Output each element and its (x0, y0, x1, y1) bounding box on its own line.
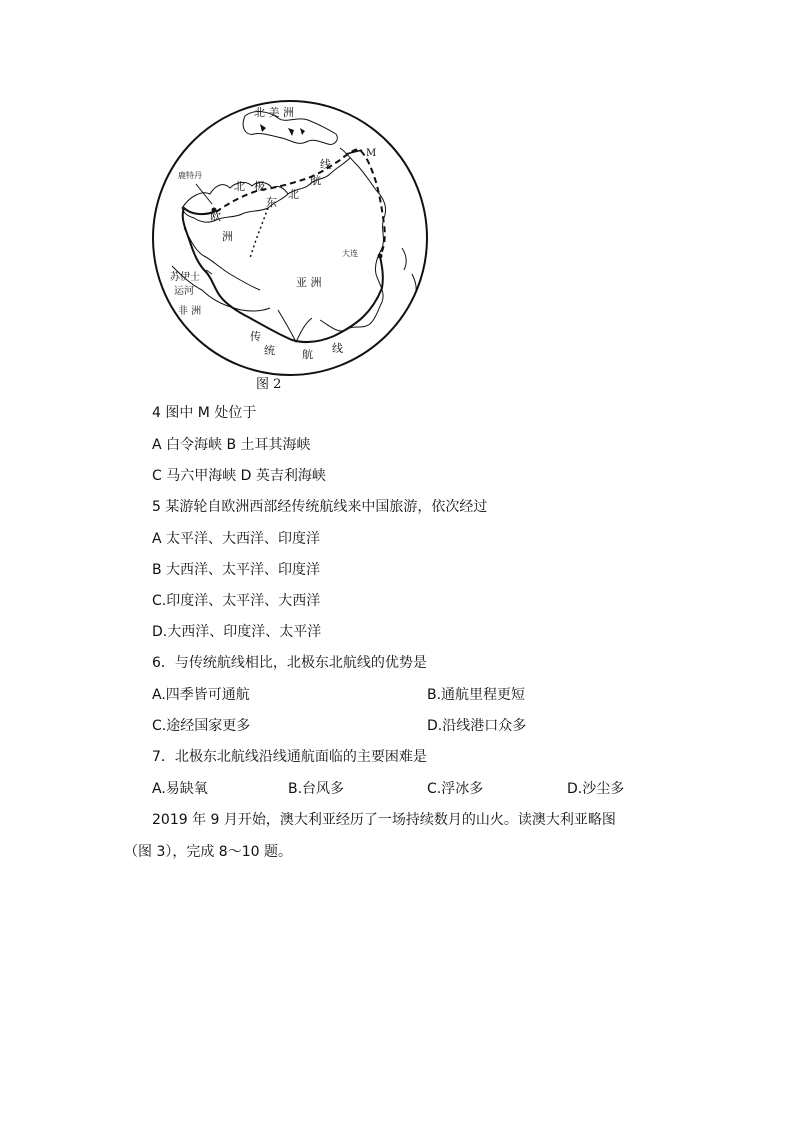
question-5-option-c: C.印度洋、太平洋、大西洋 (152, 593, 321, 609)
question-5-option-b: B 大西洋、太平洋、印度洋 (152, 562, 321, 578)
label-asia: 亚 洲 (296, 276, 322, 289)
question-7-option-d: D.沙尘多 (567, 781, 625, 797)
globe-outline (153, 101, 427, 375)
label-traditional-chuan: 传 (250, 330, 261, 343)
figure-2-arctic-map (150, 98, 430, 398)
label-route-xian: 线 (320, 158, 331, 171)
paragraph-line-1: 2019 年 9 月开始，澳大利亚经历了一场持续数月的山火。读澳大利亚略图 (152, 812, 616, 828)
question-5-option-a: A 太平洋、大西洋、印度洋 (152, 531, 321, 547)
label-route-ji: 极 (254, 180, 265, 193)
question-7-stem: 7．北极东北航线沿线通航面临的主要困难是 (152, 749, 427, 765)
question-6-option-b: B.通航里程更短 (427, 687, 526, 703)
arctic-route-map (150, 98, 430, 378)
label-route-dong: 东 (266, 196, 277, 209)
label-traditional-hang: 航 (302, 348, 313, 361)
label-suez-2: 运河 (174, 286, 194, 297)
label-route-hang: 航 (310, 174, 321, 187)
label-europe-ou: 欧 (210, 210, 221, 223)
label-north-america: 北 美 洲 (254, 106, 294, 119)
question-6-option-d: D.沿线港口众多 (427, 718, 527, 734)
question-4-stem: 4 图中 M 处位于 (152, 405, 257, 421)
question-5-stem: 5 某游轮自欧洲西部经传统航线来中国旅游，依次经过 (152, 499, 488, 515)
question-5-option-d: D.大西洋、印度洋、太平洋 (152, 624, 322, 640)
question-7-option-c: C.浮冰多 (427, 781, 484, 797)
label-m: M (366, 148, 377, 159)
question-7-option-a: A.易缺氧 (152, 781, 208, 797)
dalian-dot (378, 254, 383, 259)
question-6-option-c: C.途经国家更多 (152, 718, 251, 734)
question-4-options-line-1: A 白令海峡 B 土耳其海峡 (152, 437, 311, 453)
question-6-option-a: A.四季皆可通航 (152, 687, 250, 703)
label-suez-1: 苏伊士 (170, 272, 200, 283)
paragraph-line-2: （图 3），完成 8～10 题。 (124, 844, 292, 860)
label-rotterdam: 鹿特丹 (178, 171, 202, 180)
label-europe-zhou: 洲 (222, 230, 233, 243)
question-6-stem: 6．与传统航线相比，北极东北航线的优势是 (152, 655, 427, 671)
label-route-bei2: 北 (288, 188, 299, 201)
figure-caption: 图 2 (256, 377, 282, 392)
question-4-options-line-2: C 马六甲海峡 D 英吉利海峡 (152, 468, 326, 484)
label-traditional-tong: 统 (264, 344, 275, 357)
label-dalian: 大连 (342, 249, 358, 258)
label-route-bei1: 北 (234, 180, 245, 193)
question-7-option-b: B.台风多 (288, 781, 345, 797)
label-traditional-xian: 线 (332, 342, 343, 355)
label-africa: 非 洲 (178, 306, 202, 317)
